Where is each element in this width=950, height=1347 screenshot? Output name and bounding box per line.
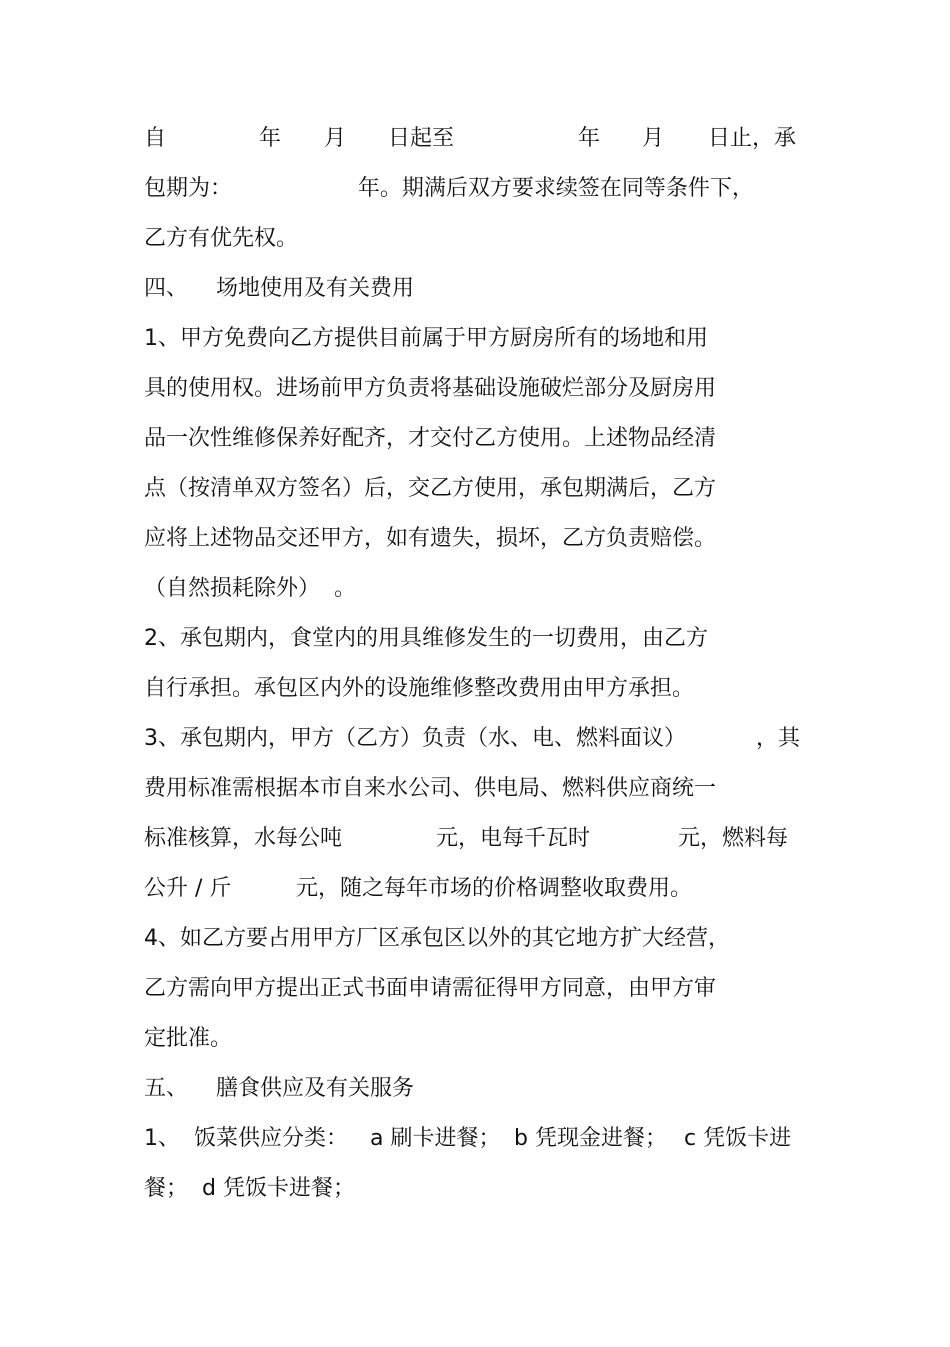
text-line: 2、承包期内，食堂内的用具维修发生的一切费用，由乙方 [144, 626, 708, 651]
section-heading: 五、 膳食供应及有关服务 [144, 1076, 414, 1101]
text-segment: 元，电每千瓦时 [436, 826, 591, 851]
text-line: 乙方有优先权。 [144, 226, 299, 251]
text-segment: 标准核算，水每公吨 [144, 826, 343, 851]
text-segment: 自 [144, 126, 167, 151]
text-segment: ，其 [756, 726, 801, 751]
text-line [144, 823, 789, 855]
text-line: 品一次性维修保养好配齐，才交付乙方使用。上述物品经清 [144, 426, 717, 451]
text-segment: 日止，承 [708, 126, 797, 151]
text-segment: 元，燃料每 [678, 826, 789, 851]
text-line: 4、如乙方要占用甲方厂区承包区以外的其它地方扩大经营， [144, 926, 730, 951]
section-heading: 四、 场地使用及有关费用 [144, 276, 414, 301]
text-line: 费用标准需根据本市自来水公司、供电局、燃料供应商统一 [144, 776, 717, 801]
text-segment: 饭菜供应分类： [194, 1126, 349, 1151]
text-line: 应将上述物品交还甲方，如有遗失，损坏，乙方负责赔偿。 [144, 526, 717, 551]
text-line [144, 723, 801, 755]
text-line [144, 873, 693, 905]
text-segment: 月 [324, 126, 347, 151]
text-line [144, 123, 797, 155]
text-line: （自然损耗除外） 。 [144, 576, 356, 601]
text-segment: c 凭饭卡进 [684, 1126, 792, 1151]
text-line: 包期为： 年。期满后双方要求续签在同等条件下， [144, 176, 754, 201]
text-line: 餐； d 凭饭卡进餐； [144, 1176, 355, 1201]
text-segment: 年 [578, 126, 601, 151]
text-segment: 1、 [144, 1126, 180, 1151]
text-segment: 公升 / 斤 [144, 876, 232, 901]
text-line: 点（按清单双方签名）后，交乙方使用，承包期满后，乙方 [144, 476, 717, 501]
text-segment: 日起至 [388, 126, 455, 151]
text-line [144, 1123, 792, 1155]
text-segment: 年 [259, 126, 282, 151]
text-segment: b 凭现金进餐； [514, 1126, 667, 1151]
text-segment: a 刷卡进餐； [370, 1126, 501, 1151]
text-segment: 元，随之每年市场的价格调整收取费用。 [296, 876, 693, 901]
text-segment: 月 [642, 126, 665, 151]
text-segment: 3、承包期内，甲方（乙方）负责（水、电、燃料面议） [144, 726, 686, 751]
text-line: 具的使用权。进场前甲方负责将基础设施破烂部分及厨房用 [144, 376, 717, 401]
text-line: 乙方需向甲方提出正式书面申请需征得甲方同意，由甲方审 [144, 976, 717, 1001]
text-line: 定批准。 [144, 1026, 233, 1051]
text-line: 1、甲方免费向乙方提供目前属于甲方厨房所有的场地和用 [144, 326, 708, 351]
text-line: 自行承担。承包区内外的设施维修整改费用由甲方承担。 [144, 676, 695, 701]
